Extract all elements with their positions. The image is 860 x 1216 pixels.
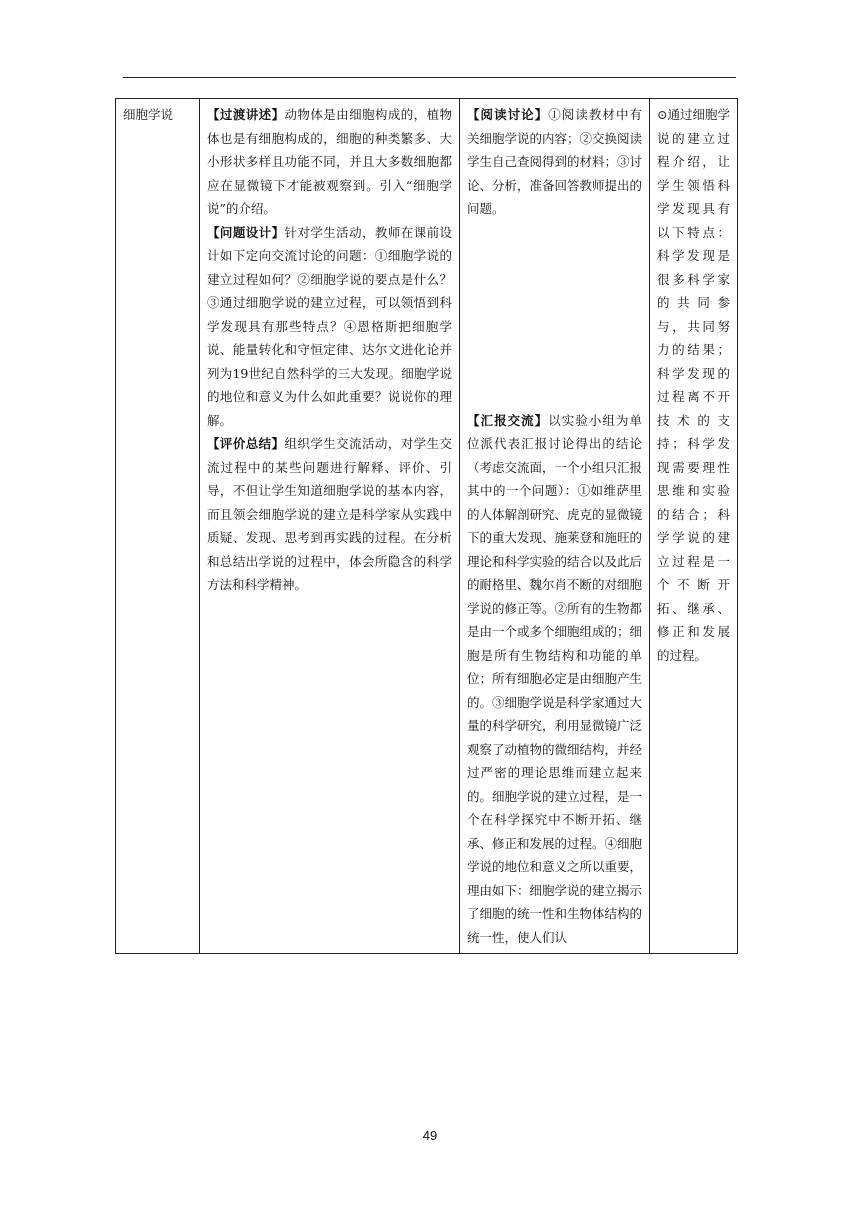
- cell-spacer: [467, 221, 642, 409]
- teacher-block-questions: [207, 221, 452, 433]
- teacher-activity-cell: [200, 99, 460, 954]
- table-row: [116, 99, 738, 954]
- block-tag: 【过渡讲述】: [207, 107, 285, 122]
- block-text: 以实验小组为单位派代表汇报讨论得出的结论（考虑交流面，一个小组只汇报其中的一个问题）：①如维萨里的人体解剖研究、虎克的显微镜下的重大发现、施莱登和施旺的理论和科学实验的结合以及此后的耐格里、魏尔肖不断的对细胞学说的修正等。②所有的生物都是由一个或多个细胞组成的；细胞是所有生物结构和功能的单位；所有细胞必定是由细胞产生的。③细胞学说是科学家通过大量的科学研究，利用显微镜广泛观察了动植物的微细结构，并经过严密的理论思维而建立起来的。细胞学说的建立过程，是一个在科学探究中不断开拓、继承、修正和发展的过程。④细胞学说的地位和意义之所以重要，理由如下：细胞学说的建立揭示了细胞的统一性和生物体结构的统一性，使人们认: [467, 412, 643, 945]
- section-title: 细胞学说: [123, 107, 174, 122]
- block-text: ①阅读教材中有关细胞学说的内容；②交换阅读学生自己查阅得到的材料；③讨论、分析，准备回答教师提出的问题。: [467, 107, 643, 216]
- teacher-block-summary: [207, 432, 452, 597]
- header-rule: [123, 77, 736, 78]
- student-block-reading: [467, 103, 642, 221]
- block-text: 组织学生交流活动，对学生交流过程中的某些问题进行解释、评价、引导，不但让学生知道细胞学说的基本内容，而且领会细胞学说的建立是科学家从实践中质疑、发现、思考到再实践的过程。在分析和总结出学说的过程中，体会所隐含的科学方法和科学精神。: [207, 436, 452, 592]
- section-title-cell: [116, 99, 200, 954]
- block-tag: 【汇报交流】: [467, 412, 549, 428]
- lesson-table: [115, 98, 738, 954]
- design-intent-text: ⊙通过细胞学说的建立过程介绍，让学生领悟科学发现具有以下特点：科学发现是很多科学家的共同参与，共同努力的结果；科学发现的过程离不开技术的支持；科学发现需要理性思维和实验的结合；科学学说的建立过程是一个不断开拓、继承、修正和发展的过程。: [657, 107, 730, 663]
- block-text: 动物体是由细胞构成的，植物体也是有细胞构成的，细胞的种类繁多、大小形状多样且功能不同，并且大多数细胞都应在显微镜下才能被观察到。引入“细胞学说”的介绍。: [207, 107, 452, 216]
- student-block-report: [467, 409, 642, 950]
- block-tag: 【评价总结】: [207, 436, 285, 451]
- block-tag: 【问题设计】: [207, 224, 285, 240]
- page-number: 49: [422, 1128, 438, 1143]
- student-activity-cell: [460, 99, 650, 954]
- block-text: 针对学生活动，教师在课前设计如下定向交流讨论的问题：①细胞学说的建立过程如何？②细胞学说的要点是什么？③通过细胞学说的建立过程，可以领悟到科学发现具有那些特点？④恩格斯把细胞学说、能量转化和守恒定律、达尔文进化论并列为19世纪自然科学的三大发现。细胞学说的地位和意义为什么如此重要？说说你的理解。: [207, 224, 452, 428]
- teacher-block-transition: [207, 103, 452, 221]
- block-tag: 【阅读讨论】: [467, 107, 549, 122]
- design-intent-cell: [650, 99, 738, 954]
